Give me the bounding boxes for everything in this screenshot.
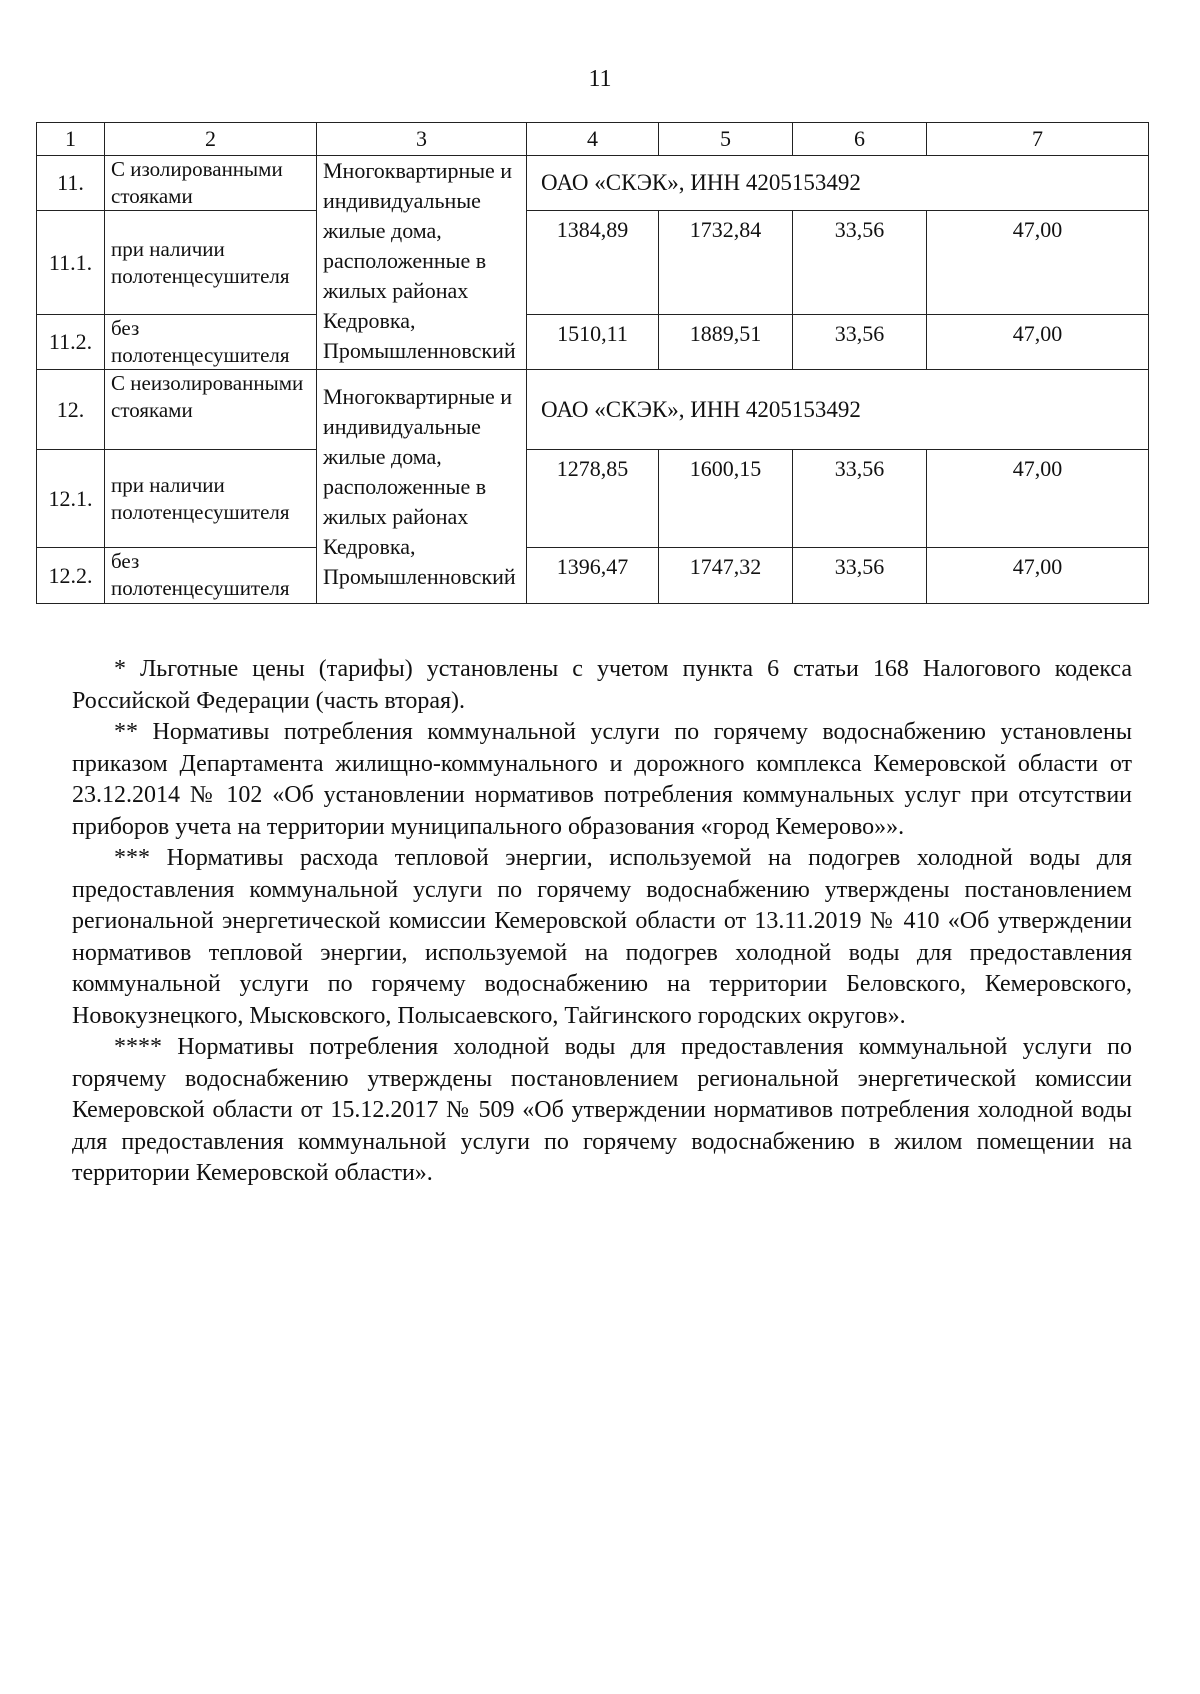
cell-value: 1600,15	[659, 450, 793, 548]
row-description: при наличии полотенцесушителя	[105, 450, 317, 548]
footnote: *** Нормативы расхода тепловой энергии, используемой на подогрев холодной воды для предоставления коммунальной услуги по горячему водоснабжению утверждены постановлением региональной энергетической комиссии Кемеровской области от 13.11.2019 № 410 «Об утверждении нормативов тепловой энергии, используемой на подогрев холодной воды для предоставления коммунальной услуги по горячему водоснабжению на территории Беловского, Кемеровского, Новокузнецкого, Мысковского, Полысаевского, Тайгинского городских округов».	[72, 845, 1132, 1029]
organization: ОАО «СКЭК», ИНН 4205153492	[527, 370, 1149, 450]
table-row	[37, 370, 1149, 450]
cell-value: 1889,51	[659, 315, 793, 370]
column-header: 3	[317, 123, 527, 156]
column-header: 6	[793, 123, 927, 156]
table-row	[37, 450, 1149, 548]
cell-value: 33,56	[793, 315, 927, 370]
cell-value: 1747,32	[659, 548, 793, 604]
table-row	[37, 548, 1149, 604]
cell-value: 47,00	[927, 211, 1149, 315]
footnote: **** Нормативы потребления холодной воды для предоставления коммунальной услуги по горячему водоснабжению утверждены постановлением региональной энергетической комиссии Кемеровской области от 15.12.2017 № 509 «Об утверждении нормативов потребления холодной воды для предоставления коммунальной услуги по горячему водоснабжению в жилом помещении на территории Кемеровской области».	[72, 1034, 1132, 1186]
housing-description: Многоквартирные и индивидуальные жилые дома, расположенные в жилых районах Кедровка, Промышленновский	[317, 370, 527, 604]
cell-value: 1510,11	[527, 315, 659, 370]
table-row	[37, 211, 1149, 315]
cell-value: 1278,85	[527, 450, 659, 548]
row-number: 12.	[37, 370, 105, 450]
cell-value: 33,56	[793, 548, 927, 604]
tariff-table	[36, 122, 1149, 604]
row-number: 11.2.	[37, 315, 105, 370]
column-header: 1	[37, 123, 105, 156]
column-header: 5	[659, 123, 793, 156]
table-row	[37, 156, 1149, 211]
row-description: С неизолированными стояками	[105, 370, 317, 450]
footnote: ** Нормативы потребления коммунальной услуги по горячему водоснабжению установлены приказом Департамента жилищно-коммунального и дорожного комплекса Кемеровской области от 23.12.2014 № 102 «Об установлении нормативов потребления коммунальных услуг при отсутствии приборов учета на территории муниципального образования «город Кемерово»».	[72, 719, 1132, 840]
footnotes	[72, 654, 1132, 1190]
table-row	[37, 315, 1149, 370]
cell-value: 33,56	[793, 450, 927, 548]
row-description: без полотенцесушителя	[105, 548, 317, 604]
table-header-row	[37, 123, 1149, 156]
column-header: 2	[105, 123, 317, 156]
page-number: 11	[588, 66, 612, 92]
cell-value: 1396,47	[527, 548, 659, 604]
organization: ОАО «СКЭК», ИНН 4205153492	[527, 156, 1149, 211]
cell-value: 1384,89	[527, 211, 659, 315]
row-number: 12.2.	[37, 548, 105, 604]
row-description: С изолированными стояками	[105, 156, 317, 211]
housing-description: Многоквартирные и индивидуальные жилые дома, расположенные в жилых районах Кедровка, Промышленновский	[317, 156, 527, 370]
row-description: при наличии полотенцесушителя	[105, 211, 317, 315]
row-number: 12.1.	[37, 450, 105, 548]
cell-value: 47,00	[927, 315, 1149, 370]
cell-value: 47,00	[927, 450, 1149, 548]
column-header: 4	[527, 123, 659, 156]
cell-value: 47,00	[927, 548, 1149, 604]
footnote: * Льготные цены (тарифы) установлены с учетом пункта 6 статьи 168 Налогового кодекса Российской Федерации (часть вторая).	[72, 656, 1132, 714]
cell-value: 33,56	[793, 211, 927, 315]
row-number: 11.	[37, 156, 105, 211]
cell-value: 1732,84	[659, 211, 793, 315]
row-description: без полотенцесушителя	[105, 315, 317, 370]
column-header: 7	[927, 123, 1149, 156]
row-number: 11.1.	[37, 211, 105, 315]
